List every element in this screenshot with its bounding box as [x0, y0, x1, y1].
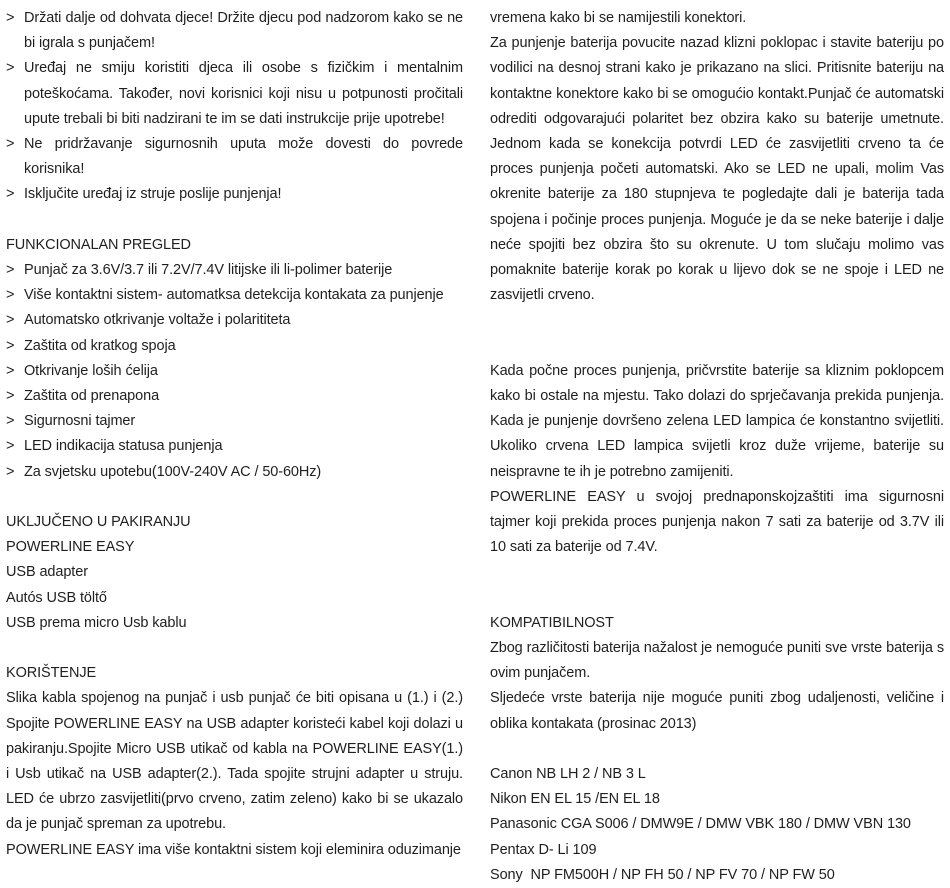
list-item: > Ne pridržavanje sigurnosnih uputa može dovesti do povrede korisnika!	[6, 132, 463, 182]
list-item: Pentax D- Li 109	[490, 841, 597, 858]
list-item: USB prema micro Usb kablu	[6, 614, 187, 631]
compat-paragraph: Sljedeće vrste baterija nije moguće puniti zbog udaljenosti, veličine i oblika kontakata (prosinac 2013)	[490, 690, 944, 732]
charging-paragraph: Za punjenje baterija povucite nazad klizni poklopac i stavite bateriju po vodilici na desnoj strani kako je prikazano na slici. Pritisnite bateriju na kontaktne konektore kako bi se omogućio kontakt.Punjač će automatski odrediti odgovarajući polaritet bez obzira kako su baterije umetnute. Jednom kada se konekcija potvrdi LED će zasvijetliti crveno ta će proces punjenja početi automatski. Ako se LED ne upali, molim Vas okrenite baterije za 180 stupnjeva te pogledajte dali je baterija tada spojena i počinje proces punjenja. Moguće je da se neke baterije i dalje neće spojiti bez obzira što su okrenute. U tom slučaju molimo vas pomaknite baterije korak po korak u lijevo dok se ne spoje i LED ne zasvijetli crveno.	[490, 35, 944, 304]
list-item: > Više kontaktni sistem- automatksa detekcija kontakata za punjenje	[6, 283, 463, 308]
package-heading: UKLJUČENO U PAKIRANJU	[6, 514, 191, 531]
list-item: > LED indikacija statusa punjenja	[6, 434, 463, 459]
list-item: > Punjač za 3.6V/3.7 ili 7.2V/7.4V litijske ili li-polimer baterije	[6, 258, 463, 283]
list-item: Panasonic CGA S006 / DMW9E / DMW VBK 180 / DMW VBN 130	[490, 816, 911, 833]
right-column	[490, 6, 944, 888]
list-item: Sony NP FM500H / NP FH 50 / NP FV 70 / NP FW 50	[490, 866, 835, 883]
safety-list	[6, 6, 463, 208]
list-item: Autós USB töltő	[6, 589, 107, 606]
list-item: POWERLINE EASY	[6, 539, 135, 556]
list-item: > Otkrivanje loših ćelija	[6, 359, 463, 384]
charging-process-paragraph: Kada počne proces punjenja, pričvrstite baterije sa kliznim poklopcem kako bi ostale na mjestu. Tako dolazi do sprječavanja prekida punjenja. Kada je punjenje dovršeno zelena LED lampica će konstantno svijetliti. Ukoliko crvena LED lampica svijetli kroz duže vrijeme, baterije su neispravne te ih je potrebno zamijeniti.	[490, 362, 944, 480]
usage-paragraph: Slika kabla spojenog na punjač i usb punjač će biti opisana u (1.) i (2.) Spojite POWERLINE EASY na USB adapter koristeći kabel koji dolazi u pakiranju.Spojite Micro USB utikač od kabla na POWERLINE EASY(1.) i Usb utikač na USB adapter(2.). Tada spojite strujni adapter u struju. LED će ubrzo zasvijetliti(prvo crveno, zatim zeleno) kako bi se ukazalo da je punjač spreman za upotrebu.	[6, 690, 463, 833]
usage-paragraph-continued: POWERLINE EASY ima više kontaktni sistem koji eleminira oduzimanje	[6, 841, 461, 858]
overview-heading: FUNKCIONALAN PREGLED	[6, 236, 191, 253]
usage-paragraph-end: vremena kako bi se namijestili konektori.	[490, 10, 747, 26]
list-item: Nikon EN EL 15 /EN EL 18	[490, 791, 660, 808]
list-item: > Isključite uređaj iz struje poslije punjenja!	[6, 182, 463, 207]
list-item: > Za svjetsku upotebu(100V-240V AC / 50-60Hz)	[6, 460, 463, 485]
list-item: Canon NB LH 2 / NB 3 L	[490, 766, 646, 783]
list-item: USB adapter	[6, 564, 88, 581]
overview-list	[6, 258, 463, 485]
package-list	[6, 535, 463, 636]
left-column	[6, 6, 463, 863]
compat-models-list	[490, 762, 944, 888]
list-item: > Sigurnosni tajmer	[6, 409, 463, 434]
usage-heading: KORIŠTENJE	[6, 665, 97, 682]
list-item: > Zaštita od prenapona	[6, 384, 463, 409]
compat-paragraph: Zbog različitosti baterija nažalost je nemoguće puniti sve vrste baterija s ovim punjačem.	[490, 640, 944, 682]
list-item: > Automatsko otkrivanje voltaže i polarititeta	[6, 308, 463, 333]
list-item: > Uređaj ne smiju koristiti djeca ili osobe s fizičkim i mentalnim poteškoćama. Također, novi korisnici koji nisu u potpunosti pročitali upute trebali bi biti nadzirani te im se dati instrukcije prije upotrebe!	[6, 56, 463, 132]
list-item: > Držati dalje od dohvata djece! Držite djecu pod nadzorom kako se ne bi igrala s punjačem!	[6, 6, 463, 56]
compat-heading: KOMPATIBILNOST	[490, 614, 614, 631]
timer-paragraph: POWERLINE EASY u svojoj prednaponskojzaštiti ima sigurnosni tajmer koji prekida proces punjenja nakon 7 sati za baterije od 3.7V ili 10 sati za baterije od 7.4V.	[490, 488, 944, 556]
list-item: > Zaštita od kratkog spoja	[6, 334, 463, 359]
